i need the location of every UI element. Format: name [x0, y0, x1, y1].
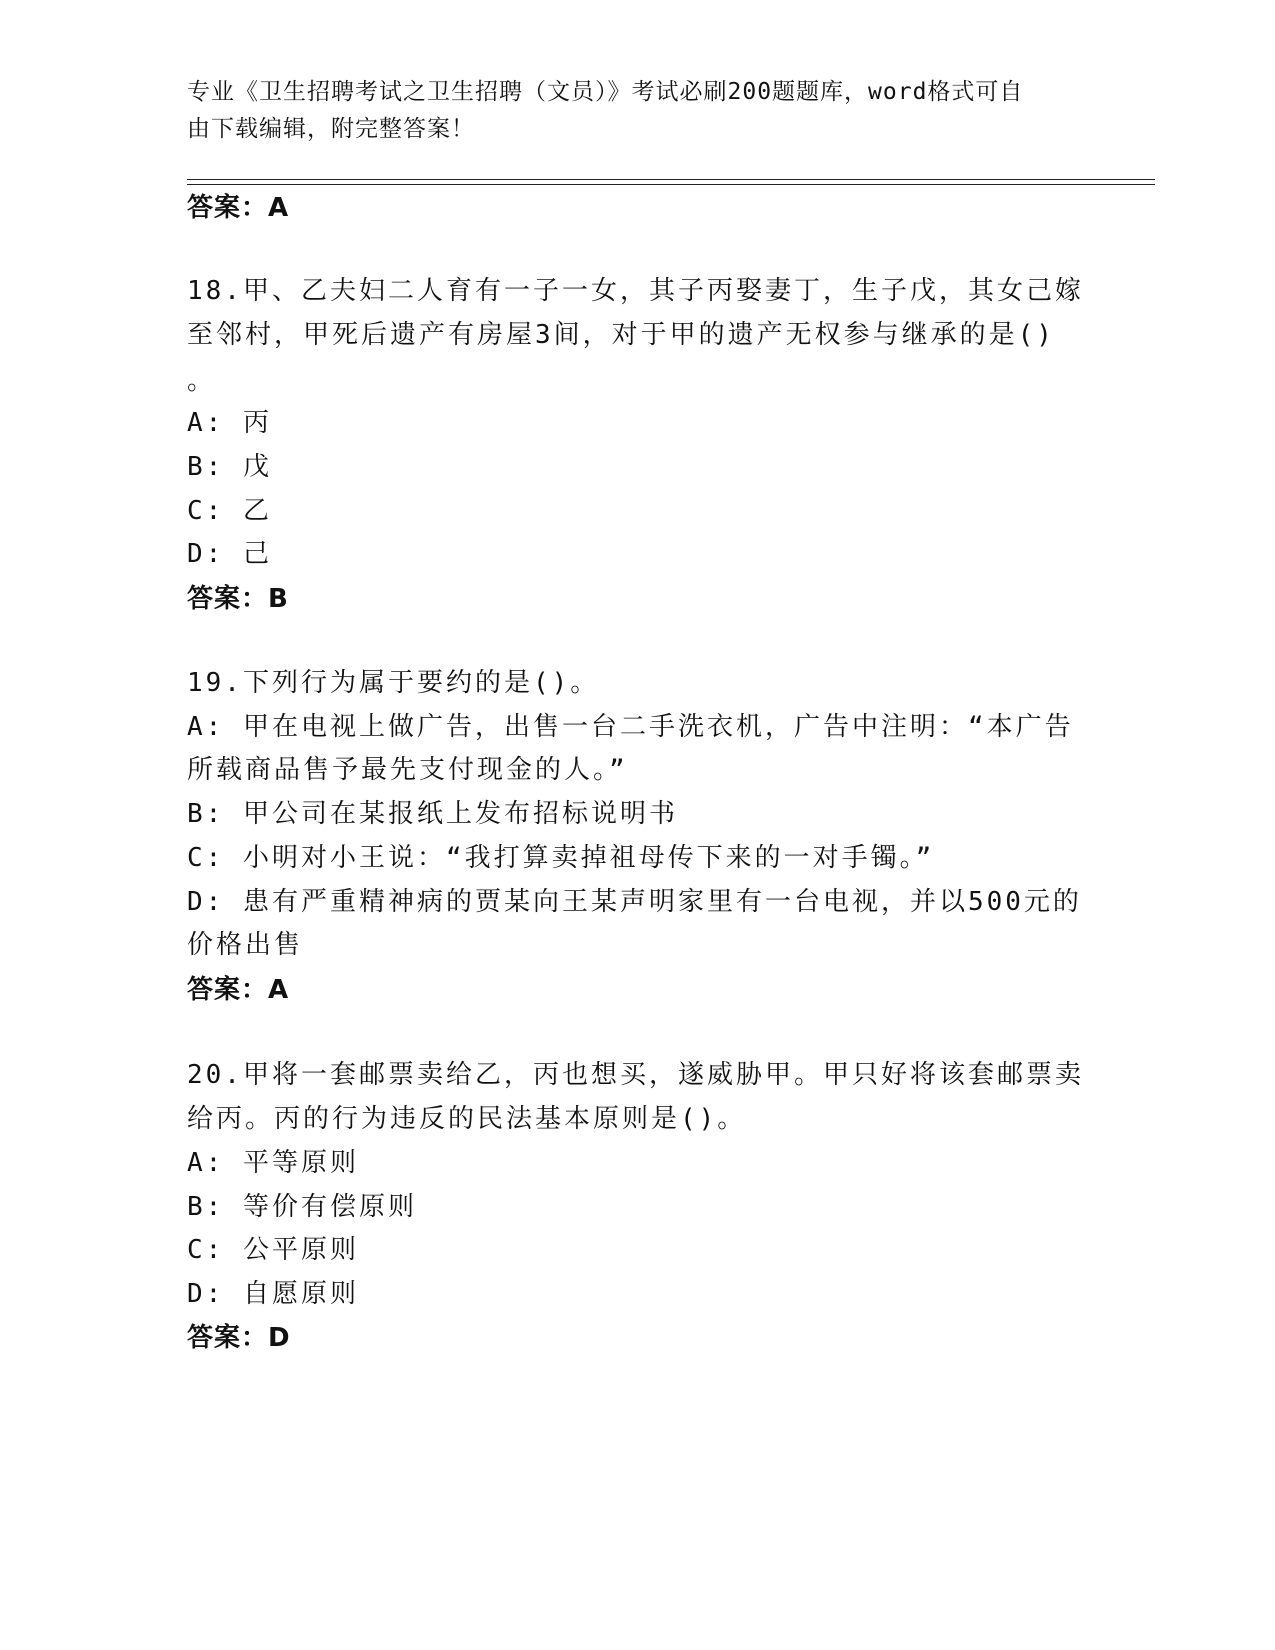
- question-20-stem-line-1: 20.甲将一套邮票卖给乙，丙也想买，遂威胁甲。甲只好将该套邮票卖: [187, 1060, 1084, 1090]
- question-18-option-d: D: 己: [187, 539, 272, 569]
- question-20-option-b: B: 等价有偿原则: [187, 1192, 417, 1222]
- question-18-option-b: B: 戊: [187, 452, 272, 482]
- header-line-1: 专业《卫生招聘考试之卫生招聘（文员）》考试必刷200题题库，word格式可自: [187, 79, 1024, 105]
- header-rule-top: [187, 179, 1155, 180]
- question-18-answer: 答案：B: [187, 584, 289, 614]
- question-20-stem-line-2: 给丙。丙的行为违反的民法基本原则是()。: [187, 1104, 747, 1134]
- question-18-stem-line-2: 至邻村，甲死后遗产有房屋3间，对于甲的遗产无权参与继承的是(): [187, 320, 1055, 350]
- question-20-answer: 答案：D: [187, 1323, 291, 1353]
- question-19-option-d-line-2: 价格出售: [187, 930, 304, 960]
- question-19-option-a-line-1: A: 甲在电视上做广告，出售一台二手洗衣机，广告中注明：“本广告: [187, 712, 1074, 742]
- header-rule-bottom: [187, 184, 1155, 185]
- question-20-option-a: A: 平等原则: [187, 1148, 359, 1178]
- question-18-stem-line-1: 18.甲、乙夫妇二人育有一子一女，其子丙娶妻丁，生子戊，其女己嫁: [187, 276, 1084, 306]
- question-19-option-d-line-1: D: 患有严重精神病的贾某向王某声明家里有一台电视，并以500元的: [187, 887, 1082, 917]
- question-18-option-c: C: 乙: [187, 496, 272, 526]
- question-19-option-b: B: 甲公司在某报纸上发布招标说明书: [187, 799, 678, 829]
- question-20-option-d: D: 自愿原则: [187, 1279, 359, 1309]
- question-18-stem-line-3: 。: [187, 366, 217, 396]
- document-header: [187, 74, 1067, 148]
- question-20-option-c: C: 公平原则: [187, 1235, 359, 1265]
- question-19-stem-line-1: 19.下列行为属于要约的是()。: [187, 668, 600, 698]
- previous-answer: 答案：A: [187, 193, 290, 223]
- question-19-answer: 答案：A: [187, 975, 290, 1005]
- header-line-2: 由下载编辑，附完整答案！: [187, 116, 475, 142]
- question-19-option-a-line-2: 所载商品售予最先支付现金的人。”: [187, 755, 628, 785]
- question-19-option-c: C: 小明对小王说：“我打算卖掉祖母传下来的一对手镯。”: [187, 843, 935, 873]
- question-18-option-a: A: 丙: [187, 408, 272, 438]
